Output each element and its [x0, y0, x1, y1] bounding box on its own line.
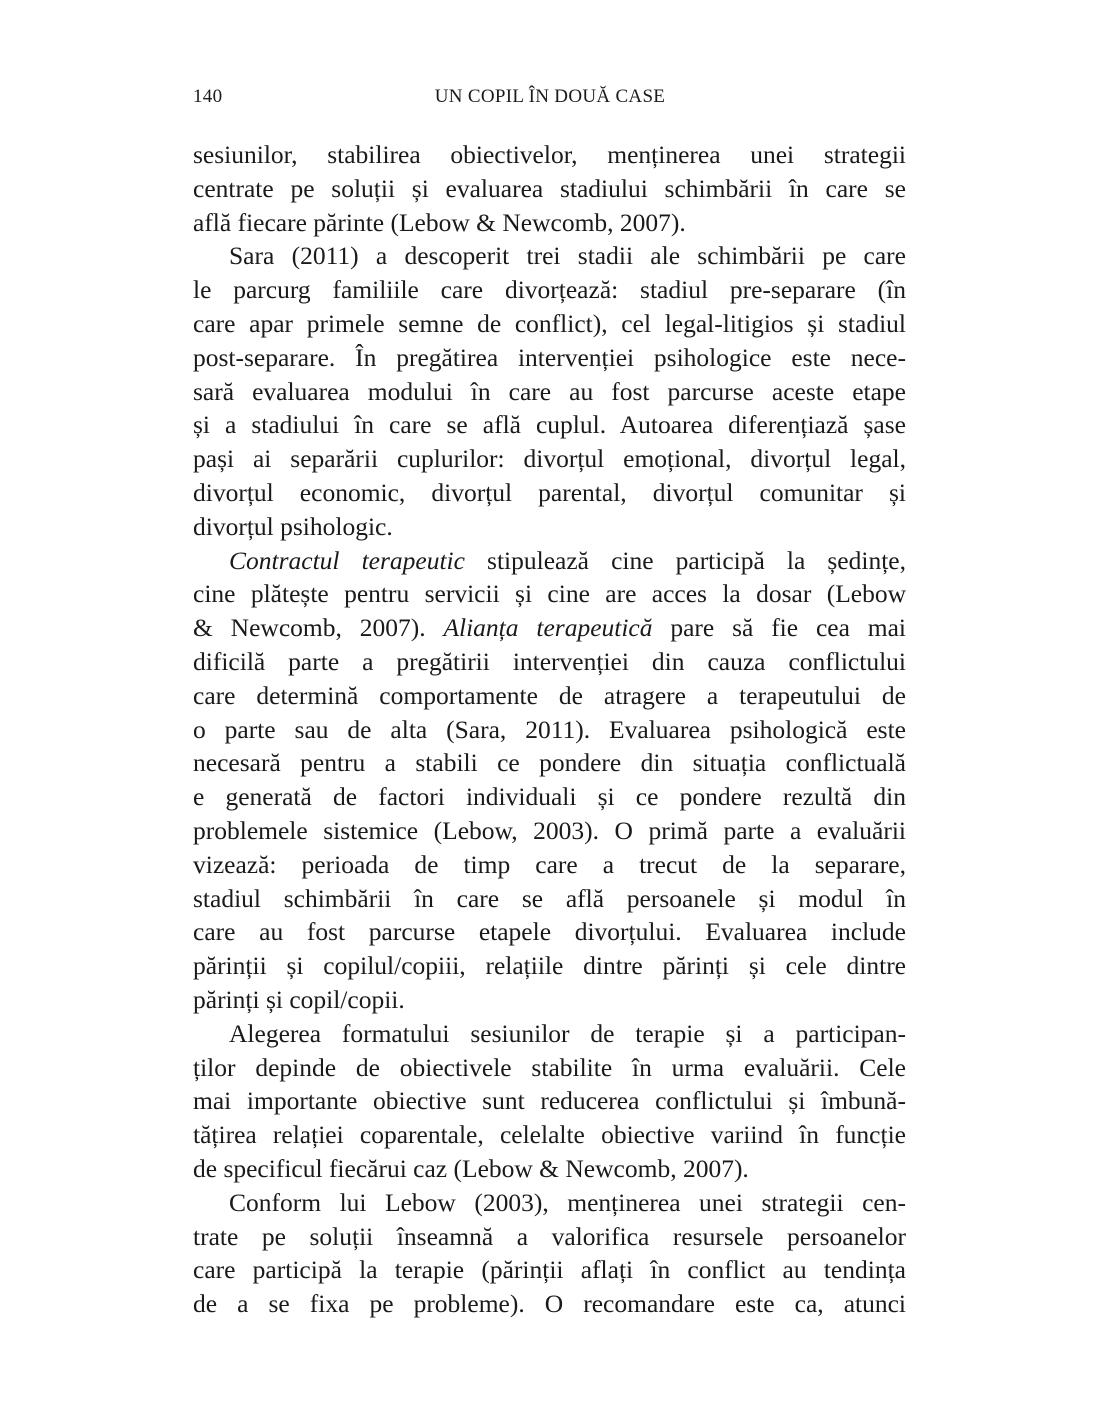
paragraph: [193, 239, 906, 543]
text-segment: Alegerea formatului sesiunilor de terapie și a participan-: [229, 1018, 906, 1048]
text-line: [193, 442, 906, 476]
italic-term: Alianța terapeutică: [443, 613, 653, 643]
text-line: [193, 645, 906, 679]
text-line: [193, 814, 906, 848]
text-line: [193, 780, 906, 814]
text-line: [193, 307, 906, 341]
text-line: [193, 206, 906, 240]
text-segment: divorțul economic, divorțul parental, divorțul comunitar și: [193, 477, 906, 507]
text-segment: Sara (2011) a descoperit trei stadii ale schimbării pe care: [229, 241, 906, 271]
text-segment: care apar primele semne de conflict), cel legal-litigios și stadiul: [193, 308, 906, 338]
text-segment: care au fost parcurse etapele divorțului. Evaluarea include: [193, 917, 906, 947]
text-segment: sesiunilor, stabilirea obiectivelor, menținerea unei strategii: [193, 140, 906, 169]
text-segment: ților depinde de obiectivele stabilite în urma evaluării. Cele: [193, 1052, 906, 1082]
running-title: UN COPIL ÎN DOUĂ CASE: [434, 86, 666, 107]
text-line: [193, 915, 906, 949]
text-line: [193, 882, 906, 916]
text-segment: care determină comportamente de atragere a terapeutului de: [193, 680, 906, 710]
text-segment: divorțul psihologic.: [193, 511, 393, 541]
text-line: [193, 408, 906, 442]
text-line: [193, 1017, 906, 1051]
text-line: [193, 239, 906, 273]
text-segment: le parcurg familiile care divorțează: stadiul pre-separare (în: [193, 275, 906, 305]
text-segment: sară evaluarea modului în care au fost parcurse aceste etape: [193, 376, 906, 406]
text-segment: de a se fixa pe probleme). O recomandare este ca, atunci: [193, 1289, 906, 1319]
body-text: [193, 138, 906, 1321]
text-line: [193, 1253, 906, 1287]
text-line: [193, 949, 906, 983]
text-segment: o parte sau de alta (Sara, 2011). Evaluarea psihologică este: [193, 714, 906, 744]
text-line: [193, 577, 906, 611]
text-line: [193, 172, 906, 206]
paragraph: [193, 138, 906, 239]
paragraph: [193, 1186, 906, 1321]
text-segment: dificilă parte a pregătirii intervenției din cauza conflictului: [193, 646, 906, 676]
text-segment: părinți și copil/copii.: [193, 984, 405, 1014]
text-segment: e generată de factori individuali și ce pondere rezultă din: [193, 782, 906, 812]
text-line: [193, 1220, 906, 1254]
text-line: [193, 1051, 906, 1085]
text-line: [193, 138, 906, 172]
text-line: [193, 1118, 906, 1152]
text-line: [193, 983, 906, 1017]
text-segment: Conform lui Lebow (2003), menținerea unei strategii cen-: [229, 1187, 906, 1217]
text-line: [193, 375, 906, 409]
text-segment: cine plătește pentru servicii și cine are acces la dosar (Lebow: [193, 579, 906, 609]
text-line: [193, 1152, 906, 1186]
text-segment: stipulează cine participă la ședințe,: [464, 545, 906, 575]
text-segment: stadiul schimbării în care se află persoanele și modul în: [193, 883, 906, 913]
text-segment: centrate pe soluții și evaluarea stadiului schimbării în care se: [193, 173, 906, 203]
text-segment: mai importante obiective sunt reducerea conflictului și îmbună-: [193, 1086, 906, 1116]
text-line: [193, 544, 906, 578]
text-segment: pași ai separării cuplurilor: divorțul emoțional, divorțul legal,: [193, 444, 906, 474]
text-segment: care participă la terapie (părinții aflați în conflict au tendința: [193, 1255, 906, 1285]
text-segment: și a stadiului în care se află cuplul. Autoarea diferențiază șase: [193, 410, 906, 440]
text-line: [193, 746, 906, 780]
text-line: [193, 848, 906, 882]
text-line: [193, 1287, 906, 1321]
text-segment: problemele sistemice (Lebow, 2003). O primă parte a evaluării: [193, 815, 906, 845]
text-segment: pare să fie cea mai: [652, 613, 906, 643]
text-segment: părinții și copilul/copiii, relațiile dintre părinți și cele dintre: [193, 951, 906, 981]
text-segment: necesară pentru a stabili ce pondere din situația conflictuală: [193, 748, 906, 778]
text-line: [193, 713, 906, 747]
text-line: [193, 1186, 906, 1220]
italic-term: Contractul terapeutic: [229, 545, 465, 575]
text-segment: tățirea relației coparentale, celelalte obiective variind în funcție: [193, 1120, 906, 1150]
text-line: [193, 611, 906, 645]
text-line: [193, 510, 906, 544]
text-line: [193, 1084, 906, 1118]
text-segment: află fiecare părinte (Lebow & Newcomb, 2007).: [193, 207, 686, 237]
page-number: 140: [193, 86, 223, 107]
paragraph: [193, 544, 906, 1017]
text-line: [193, 679, 906, 713]
text-line: [193, 476, 906, 510]
text-segment: trate pe soluții înseamnă a valorifica resursele persoanelor: [193, 1221, 906, 1251]
text-segment: de specificul fiecărui caz (Lebow & Newcomb, 2007).: [193, 1153, 749, 1183]
text-line: [193, 341, 906, 375]
paragraph: [193, 1017, 906, 1186]
text-segment: post-separare. În pregătirea intervenției psihologice este nece-: [193, 342, 906, 372]
text-line: [193, 273, 906, 307]
text-segment: & Newcomb, 2007).: [193, 613, 444, 643]
text-segment: vizează: perioada de timp care a trecut de la separare,: [193, 849, 906, 879]
